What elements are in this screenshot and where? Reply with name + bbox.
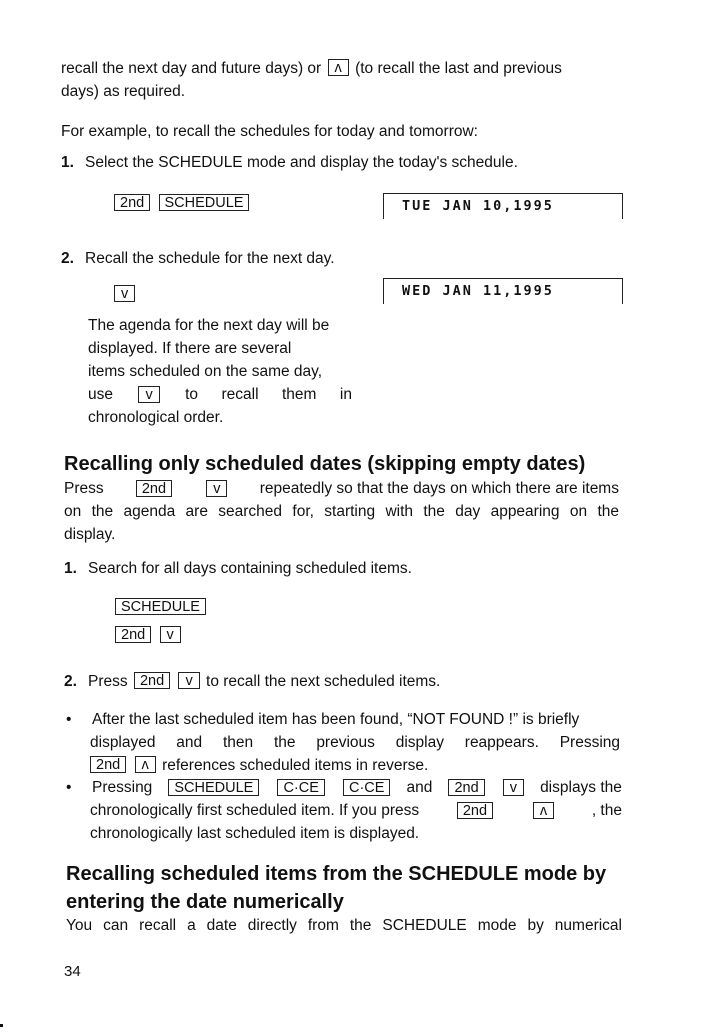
b1-key-up: ʌ: [135, 756, 156, 773]
s1-key-2nd: 2nd: [136, 480, 172, 497]
b2-key-cce-2: C·CE: [343, 779, 390, 796]
b2-key-down: v: [503, 779, 524, 796]
b2-line2-post: , the: [591, 802, 622, 819]
s1-step1-key-down: v: [160, 626, 181, 643]
s1-step2-key-down: v: [178, 672, 199, 689]
step1-instruction: [61, 151, 518, 174]
step2-instruction: [61, 247, 335, 270]
bullet-1: [64, 708, 620, 777]
b2-displays: displays the: [540, 779, 622, 796]
note-line-5: chronological order.: [88, 409, 224, 426]
s1-step1-key-2nd: 2nd: [115, 626, 151, 643]
section2-heading-line2: entering the date numerically: [66, 891, 344, 913]
s1-step2-rest: to recall the next scheduled items.: [206, 673, 441, 690]
lcd-display-step1: [383, 193, 623, 219]
b2-line2: [64, 799, 622, 822]
bullet-dot: •: [66, 711, 72, 728]
b1-line1: After the last scheduled item has been found, “NOT FOUND !” is briefly: [92, 711, 580, 728]
s1-step1-keys-b: [113, 624, 183, 647]
s1-para-line2: on the agenda are searched for, starting with the day appearing on the: [64, 503, 619, 520]
lcd-step2-text: WED JAN 11,1995: [402, 283, 554, 299]
s1-step2-key-2nd: 2nd: [134, 672, 170, 689]
s1-step2-number: 2.: [64, 673, 77, 690]
note-line-1: The agenda for the next day will be: [88, 317, 330, 334]
s1-step2: [64, 670, 440, 693]
s1-para-line3: display.: [64, 526, 116, 543]
step1-keys: [112, 192, 251, 215]
s1-para-line1: [64, 477, 619, 500]
step1-number: 1.: [61, 154, 74, 171]
key-schedule: SCHEDULE: [159, 194, 250, 211]
b2-line2-pre: chronologically first scheduled item. If you press: [90, 802, 420, 819]
b2-key-2nd: 2nd: [448, 779, 484, 796]
lcd-display-step2: [383, 278, 623, 304]
lcd-step1-text: TUE JAN 10,1995: [402, 198, 554, 214]
s1-line1-rest: repeatedly so that the days on which there are items: [259, 480, 619, 497]
note-recall: recall: [221, 386, 259, 403]
s1-key-down: v: [206, 480, 227, 497]
note-line-2: displayed. If there are several: [88, 340, 292, 357]
step2-text: Recall the schedule for the next day.: [85, 250, 335, 267]
section1-heading: Recalling only scheduled dates (skipping empty dates): [64, 453, 586, 475]
intro-line2: days) as required.: [61, 83, 186, 100]
b2-key-schedule: SCHEDULE: [168, 779, 259, 796]
example-intro: For example, to recall the schedules for today and tomorrow:: [61, 123, 478, 140]
note-to: to: [185, 386, 199, 403]
s1-step1-number: 1.: [64, 560, 77, 577]
section2-line1: You can recall a date directly from the SCHEDULE mode by numerical: [66, 917, 622, 934]
s1-step2-press: Press: [88, 673, 128, 690]
step2-number: 2.: [61, 250, 74, 267]
bullet-dot: •: [66, 779, 72, 796]
b1-key-2nd: 2nd: [90, 756, 126, 773]
section2-heading: [66, 860, 606, 916]
up-key: ʌ: [328, 59, 349, 76]
s1-step1-key-schedule: SCHEDULE: [115, 598, 206, 615]
b2-key-up: ʌ: [533, 802, 554, 819]
note-them: them: [281, 386, 317, 403]
b1-line3-rest: references scheduled items in reverse.: [162, 757, 429, 774]
intro-line1-pre: recall the next day and future days) or: [61, 60, 322, 77]
s1-step1-text: Search for all days containing scheduled items.: [88, 560, 412, 577]
b1-line3: [64, 754, 620, 777]
scan-mark: [0, 1024, 3, 1027]
b2-line3: chronologically last scheduled item is displayed.: [90, 825, 420, 842]
note-key-down: v: [138, 386, 159, 403]
s1-press: Press: [64, 480, 104, 497]
section1-paragraph: [64, 477, 619, 546]
step2-keys: [112, 283, 137, 306]
s1-step1: [64, 557, 412, 580]
b2-pressing: Pressing: [92, 779, 153, 796]
page-number: 34: [64, 963, 81, 980]
intro-paragraph: [61, 57, 562, 103]
note-line-4: [88, 383, 352, 406]
note-in: in: [339, 386, 352, 403]
b2-and: and: [406, 779, 433, 796]
bullet-2: [64, 776, 622, 845]
section2-heading-line1: Recalling scheduled items from the SCHEDULE mode by: [66, 863, 607, 885]
step1-text: Select the SCHEDULE mode and display the today's schedule.: [85, 154, 518, 171]
key-down: v: [114, 285, 135, 302]
b2-key-cce-1: C·CE: [277, 779, 324, 796]
b1-line2: displayed and then the previous display reappears. Pressing: [90, 734, 620, 751]
key-2nd: 2nd: [114, 194, 150, 211]
b2-key-2nd-b: 2nd: [457, 802, 493, 819]
s1-step1-keys-a: [113, 596, 208, 619]
step2-note: [88, 314, 352, 429]
note-use: use: [88, 386, 113, 403]
note-line-3: items scheduled on the same day,: [88, 363, 323, 380]
intro-line1-post: (to recall the last and previous: [355, 60, 562, 77]
